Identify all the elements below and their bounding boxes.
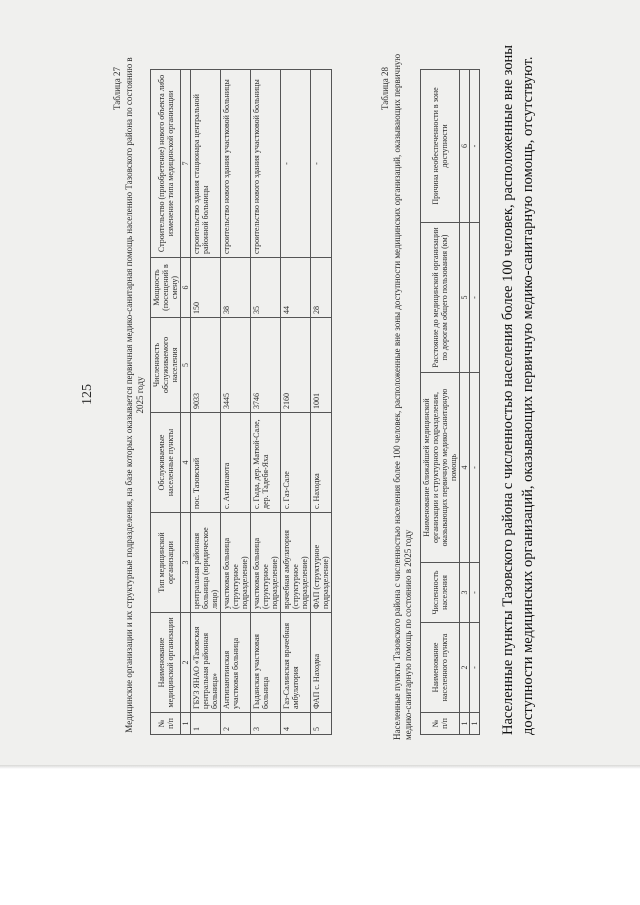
table28-header: Численность населения: [421, 563, 460, 623]
table27-header: Строительство (приобретение) нового объекта либо изменение типа медицинской организации: [151, 70, 181, 258]
table-cell: с. Находка: [311, 413, 332, 513]
table-cell: участковая больница (структурное подразделение): [221, 513, 251, 613]
table-cell: участковая больница (структурное подразделение): [251, 513, 281, 613]
table-cell: 1: [191, 713, 221, 735]
table27-header-row: [151, 70, 181, 735]
table-cell: -: [470, 70, 480, 223]
table27-header: № п/п: [151, 713, 181, 735]
table27-index-cell: 3: [181, 513, 191, 613]
table-cell: Гыданская участковая больница: [251, 613, 281, 713]
table27-header: Численность обслуживаемого населения: [151, 318, 181, 413]
table-cell: 1: [470, 713, 480, 735]
table28-title: Населенные пункты Тазовского района с численностью населения более 100 человек, расположенные вне зоны доступности медицинских организаций, оказывающих первичную медико-санитарную помощь по состоянию в 2025 году: [392, 53, 413, 740]
table-cell: пос. Тазовский: [191, 413, 221, 513]
table-cell: врачебная амбулатория (структурное подразделение): [281, 513, 311, 613]
table-cell: строительство нового здания участковой больницы: [221, 70, 251, 258]
table-cell: 28: [311, 258, 332, 318]
table28: [420, 69, 480, 735]
table28-index-cell: 3: [460, 563, 470, 623]
table-cell: -: [470, 223, 480, 373]
table-cell: с. Гыда, дер. Матюй-Сале, дер. Тадебя-Яха: [251, 413, 281, 513]
table-cell: строительство здания стационара центральной районной больницы: [191, 70, 221, 258]
table28-header: Наименование населенного пункта: [421, 623, 460, 713]
table28-header: Причина необеспеченности в зоне доступности: [421, 70, 460, 223]
table-cell: центральная районная больница (юридическое лицо): [191, 513, 221, 613]
table-row: [191, 70, 221, 735]
table-cell: Антипаютинская участковая больница: [221, 613, 251, 713]
table27-header: Мощность (посещений в смену): [151, 258, 181, 318]
table-row: [251, 70, 281, 735]
table-cell: 4: [281, 713, 311, 735]
table-cell: 44: [281, 258, 311, 318]
table-cell: -: [311, 70, 332, 258]
table-cell: Газ-Салинская врачебная амбулатория: [281, 613, 311, 713]
table-cell: с. Газ-Сале: [281, 413, 311, 513]
table28-index-cell: 4: [460, 373, 470, 563]
table-cell: ГБУЗ ЯНАО «Тазовская центральная районная больница»: [191, 613, 221, 713]
table-cell: 5: [311, 713, 332, 735]
table28-label: Таблица 28: [380, 67, 390, 110]
table-cell: -: [470, 373, 480, 563]
table-cell: -: [281, 70, 311, 258]
page-number: 125: [80, 384, 95, 405]
table-row: [281, 70, 311, 735]
table-cell: 2160: [281, 318, 311, 413]
table27-header: Наименование медицинской организации: [151, 613, 181, 713]
table-row: [221, 70, 251, 735]
table-row: [470, 70, 480, 735]
table-cell: 150: [191, 258, 221, 318]
table27-index-cell: 2: [181, 613, 191, 713]
table28-header: Расстояние до медицинской организации по дорогам общего пользования (км): [421, 223, 460, 373]
table27-index-row: [181, 70, 191, 735]
table28-header: № п/п: [421, 713, 460, 735]
table-cell: 35: [251, 258, 281, 318]
table-cell: 3445: [221, 318, 251, 413]
table28-index-cell: 5: [460, 223, 470, 373]
table27-index-cell: 1: [181, 713, 191, 735]
summary-paragraph: Населенные пункты Тазовского района с численностью населения более 100 человек, расположенные вне зоны доступности медицинских организаций, оказывающих первичную медико-санитарную помощь, отсутствуют.: [500, 45, 536, 735]
table-cell: 3: [251, 713, 281, 735]
table-cell: ФАП (структурное подразделение): [311, 513, 332, 613]
table-cell: 9033: [191, 318, 221, 413]
table28-header-row: [421, 70, 460, 735]
table-cell: -: [470, 563, 480, 623]
table28-index-cell: 2: [460, 623, 470, 713]
table28-index-cell: 1: [460, 713, 470, 735]
table-cell: 3746: [251, 318, 281, 413]
table-cell: строительство нового здания участковой больницы: [251, 70, 281, 258]
table27-header: Обслуживаемые населенные пункты: [151, 413, 181, 513]
table-cell: с. Антипаюта: [221, 413, 251, 513]
table-cell: ФАП с. Находка: [311, 613, 332, 713]
table-cell: -: [470, 623, 480, 713]
table-row: [311, 70, 332, 735]
table-cell: 2: [221, 713, 251, 735]
table27-label: Таблица 27: [112, 67, 122, 110]
table28-index-cell: 6: [460, 70, 470, 223]
table27-index-cell: 5: [181, 318, 191, 413]
table-cell: 38: [221, 258, 251, 318]
table27-header: Тип медицинской организации: [151, 513, 181, 613]
table27: [150, 69, 332, 735]
table27-index-cell: 4: [181, 413, 191, 513]
table27-index-cell: 6: [181, 258, 191, 318]
table28-index-row: [460, 70, 470, 735]
scan-edge: [0, 765, 640, 769]
table27-index-cell: 7: [181, 70, 191, 258]
table-cell: 1001: [311, 318, 332, 413]
table27-title: Медицинские организации и их структурные подразделения, на базе которых оказывается первичная медико-санитарная помощь населению Тазовского района по состоянию в 2025 году: [124, 57, 145, 733]
rotated-page-content: [20, 20, 600, 760]
table28-header: Наименование ближайшей медицинской организации и структурного подразделения, оказывающих первичную медико-санитарную помощь: [421, 373, 460, 563]
